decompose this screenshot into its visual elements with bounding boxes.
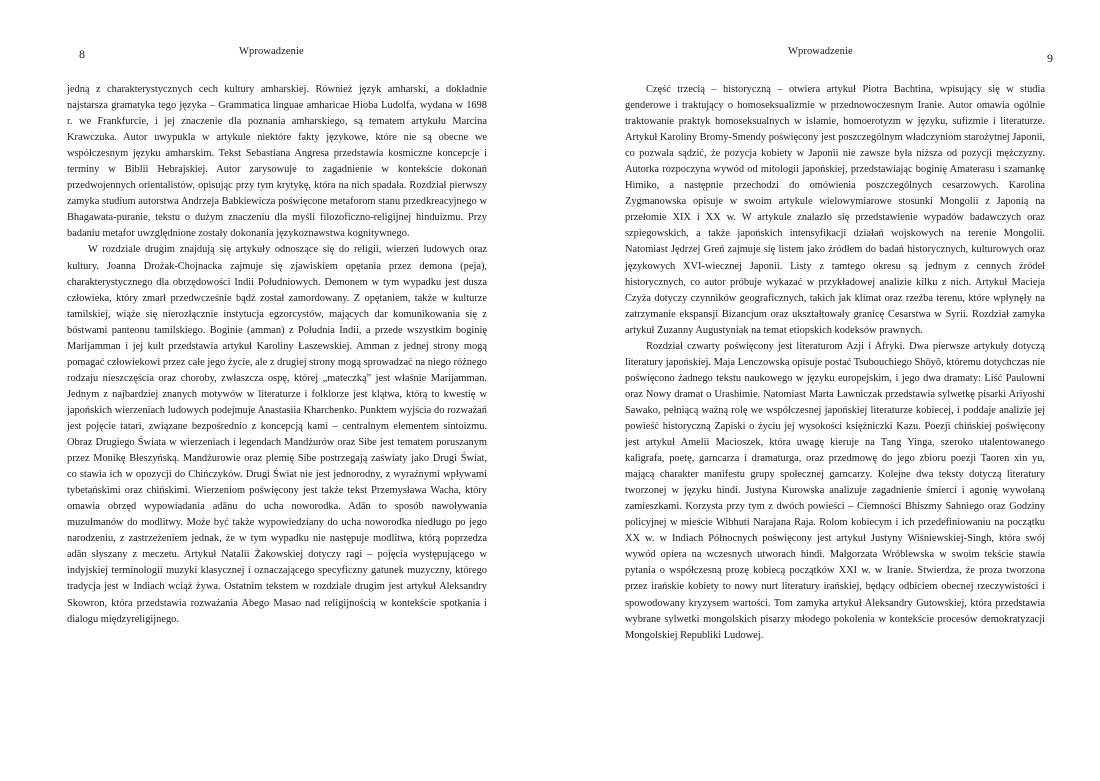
- right-page-header: [625, 46, 1053, 65]
- running-head: Wprowadzenie: [788, 46, 853, 57]
- paragraph: jedną z charakterystycznych cech kultury amharskiej. Również język amharski, a dokładnie najstarsza gramatyka tego języka – Grammatica linguae amharicae Hioba Ludolfa, wydana w 1698 r. we Frankfurcie, i jej znaczenie dla poznania amharskiego, są tematem artykułu Marcina Krawczuka. Autor uwypukla w artykule niektóre fakty językowe, które nie są obecne we współczesnym języku amharskim. Tekst Sebastiana Angresa przedstawia kosmiczne koncepcje i terminy w Biblii Hebrajskiej. Autor zarysowuje to zagadnienie w kontekście dokonań przedwojennych orientalistów, opisując przy tym krytykę, która na nich spadała. Rozdział pierwszy zamyka studium autorstwa Andrzeja Babkiewicza poświęcone metaforom stanu przedkreacyjnego w Bhagawata-puranie, tekstu o dużym znaczeniu dla myśli filozoficzno-religijnej hinduizmu. Przy badaniu metafor uwzględnione zostały dokonania językoznawstwa kognitywnego.: [67, 84, 487, 240]
- paragraph: Rozdział czwarty poświęcony jest literaturom Azji i Afryki. Dwa pierwsze artykuły dotyczą literatury japońskiej. Maja Lenczowska opisuje postać Tsubouchiego Shōyō, któremu dotychczas nie poświęcono żadnego tekstu naukowego w języku europejskim, i jego dwa dramaty: Liść Paulowni oraz Nowy dramat o Urashimie. Natomiast Marta Ławniczak przedstawia sylwetkę pisarki Ariyoshi Sawako, pełniącą ważną rolę we współczesnej japońskiej literaturze kobiecej, i poddaje analizie jej powieść historyczną Zapiski o życiu jej wysokości księżniczki Kazu. Poezji chińskiej poświęcony jest artykuł Amelii Macioszek, która uwagę kieruje na Tang Yinga, szeroko utalentowanego kaligrafa, poetę, garncarza i dramaturga, oraz przedmowę do jego zbioru poezji Taoren xin yu, mającą charakter manifestu grupy społecznej garncarzy. Kolejne dwa teksty dotyczą literatury tworzonej w języku hindi. Justyna Kurowska analizuje zagadnienie śmierci i agonię wywołaną zamieszkami. Korzysta przy tym z dwóch powieści – Ciemności Bhiszmy Sahniego oraz Godziny policyjnej w mieście Wibhuti Narajana Raja. Rolom kobiecym i ich przedefiniowaniu na początku XX w. w Indiach Północnych poświęcony jest artykuł Justyny Wiśniewskiej-Singh, która swój wywód opiera na wczesnych utworach hindi. Małgorzata Wróblewska w swoim tekście stawia pytania o współczesną prozę kobiecą początków XXI w. w Iranie. Stwierdza, że proza tworzona przez irańskie kobiety to nowy nurt literatury irańskiej, będący odbiciem obecnej rzeczywistości i spowodowany kryzysem wartości. Tom zamyka artykuł Aleksandry Gutowskiej, która przedstawia wybrane sylwetki mongolskich pisarzy młodego pokolenia w kontekście procesów demokratyzacji Mongolskiej Republiki Ludowej.: [625, 340, 1045, 641]
- right-page: [625, 0, 1053, 781]
- right-page-body: [625, 82, 1045, 644]
- paragraph: W rozdziale drugim znajdują się artykuły odnoszące się do religii, wierzeń ludowych oraz kultury. Joanna Drożak-Chojnacka zajmuje się zjawiskiem opętania przez demona (peja), charakterystycznego dla obrzędowości Indii Południowych. Demonem w tym wypadku jest dusza człowieka, który zmarł przedwcześnie bądź został zamordowany. Z opętaniem, także w kulturze tamilskiej, wiąże się nierozłącznie instytucja egzorcystów, mających dar komunikowania się z bóstwami panteonu tamilskiego. Boginie (amman) z Południa Indii, a przede wszystkim boginię Marijamman i jej kult przedstawia artykuł Karoliny Łaszewskiej. Amman z jednej strony mogą pomagać człowiekowi przez całe jego życie, ale z drugiej strony mogą sprowadzać na niego różnego rodzaju nieszczęścia oraz choroby, zwłaszcza ospę, której „mateczką” jest właśnie Marijamman. Jednym z najbardziej znanych motywów w literaturze i folklorze jest klątwa, którą to kwestię w japońskich wierzeniach ludowych podejmuje Anastasiia Kharchenko. Punktem wyjścia do rozważań jest pojęcie tatari, związane bezpośrednio z koncepcją kami – centralnym elementem sintoizmu. Obraz Drugiego Świata w wierzeniach i legendach Mandżurów oraz Sibe jest tematem poruszanym przez Monikę Błeszyńską. Mandżurowie oraz plemię Sibe postrzegają zaświaty jako Drugi Świat, co stawia ich w opozycji do Chińczyków. Drugi Świat nie jest jednorodny, z wyraźnymi wpływami tybetańskimi oraz chińskimi. Wierzeniom poświęcony jest także tekst Przemysława Wacha, który omawia obrzęd wypowiadania adānu do ucha noworodka. Adān to sposób nawoływania muzułmanów do modlitwy. Może być także wypowiedziany do ucha noworodka niedługo po jego narodzeniu, z zastrzeżeniem jednak, że w tym wypadku nie następuje modlitwa, którą poprzedza adān słyszany z meczetu. Artykuł Natalii Żakowskiej dotyczy ragi – pojęcia występującego w indyjskiej terminologii muzyki klasycznej i oznaczającego specyficzny gatunek muzyczny, którego tradycja jest w Indiach wciąż żywa. Ostatnim tekstem w rozdziale drugim jest artykuł Aleksandry Skowron, która przedstawia rozważania Abego Masao nad religijnością w kontekście spotkania i dialogu międzyreligijnego.: [67, 244, 487, 625]
- left-page: [67, 0, 487, 781]
- left-page-header: [67, 46, 487, 62]
- left-page-body: [67, 82, 487, 628]
- page-number: 8: [79, 47, 85, 61]
- page-number: 9: [1047, 51, 1053, 65]
- paragraph: Część trzecią – historyczną – otwiera artykuł Piotra Bachtina, wpisujący się w studia genderowe i traktujący o homoseksualizmie w przednowoczesnym Iranie. Autor omawia ogólnie traktowanie praktyk homoseksualnych w islamie, homoerotyzm w języku, sufizmie i literaturze. Artykuł Karoliny Bromy-Smendy poświęcony jest poszczególnym władczyniom starożytnej Japonii, co pozwala sądzić, że pozycja kobiety w Japonii nie zawsze była niższa od pozycji mężczyzny. Autorka rozpoczyna wywód od mitologii japońskiej, przedstawiając boginię Amaterasu i szamankę Himiko, a następnie przechodzi do omówienia poszczególnych cesarzowych. Karolina Zygmanowska opisuje w swoim artykule wielowymiarowe stosunki Mongolii z Japonią na przełomie XIX i XX w. W artykule znalazło się przedstawienie wypadów badawczych oraz szpiegowskich, a także japońskich intensyfikacji działań wojskowych na terenie Mongolii. Natomiast Jędrzej Greń zajmuje się listem jako źródłem do badań historycznych, kulturowych oraz językowych XVI-wiecznej Japonii. Listy z tamtego okresu są jednym z cennych źródeł historycznych, co autor próbuje wykazać w przykładowej analizie kilku z nich. Artykuł Macieja Czyża dotyczy czynników geograficznych, takich jak klimat oraz rzeźba terenu, które wpłynęły na zatrzymanie ekspansji Bizancjum oraz ukształtowały granicę Cesarstwa w Syrii. Rozdział zamyka artykuł Zuzanny Augustyniak na temat etiopskich kodeksów prawnych.: [625, 84, 1045, 336]
- running-head: Wprowadzenie: [239, 46, 304, 57]
